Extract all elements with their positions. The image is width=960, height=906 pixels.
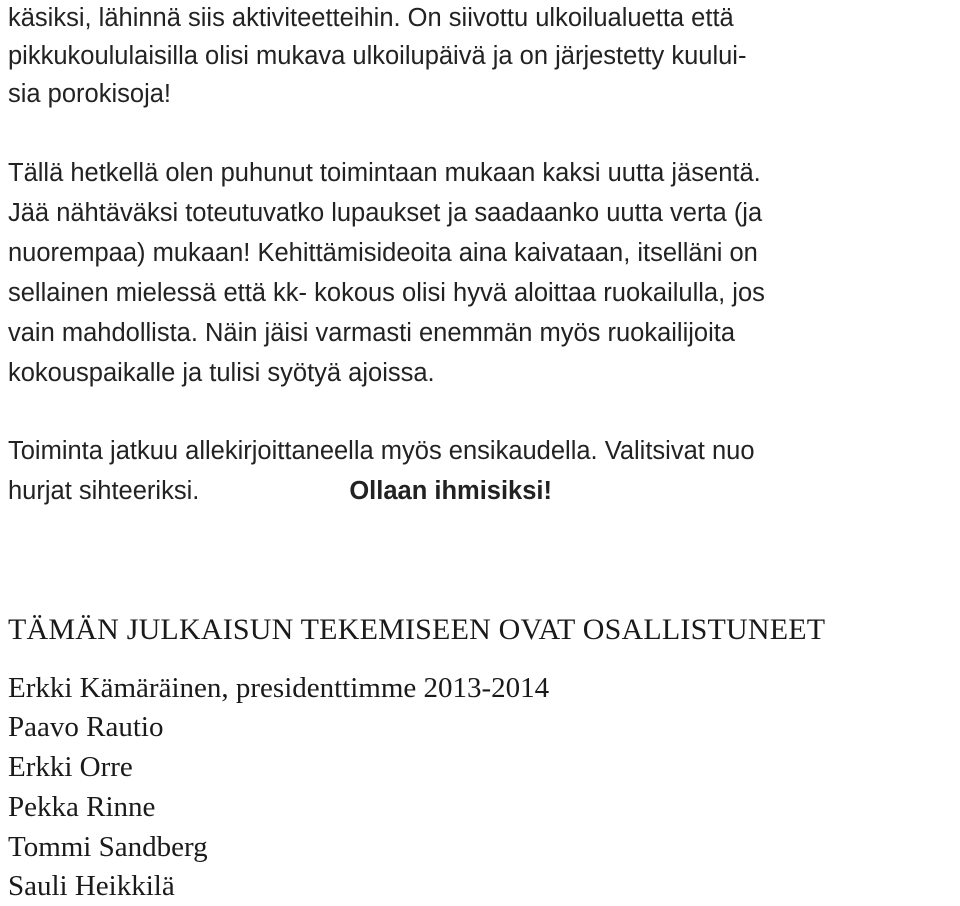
paragraph-1-line-3: sia porokisoja! <box>8 80 171 108</box>
credits-heading: TÄMÄN JULKAISUN TEKEMISEEN OVAT OSALLISTUNEET <box>8 613 826 646</box>
paragraph-3-line-2 <box>8 471 552 511</box>
credits-name: Paavo Rautio <box>8 711 164 743</box>
credits-name: Sauli Heikkilä <box>8 870 175 902</box>
paragraph-1-line-1: käsiksi, lähinnä siis aktiviteetteihin. On siivottu ulkoilualuetta että <box>8 4 734 32</box>
credits-name: Pekka Rinne <box>8 791 156 823</box>
closing-statement: Ollaan ihmisiksi! <box>349 477 552 505</box>
paragraph-2-line-6: kokouspaikalle ja tulisi syötyä ajoissa. <box>8 359 435 387</box>
paragraph-2-line-5: vain mahdollista. Näin jäisi varmasti enemmän myös ruokailijoita <box>8 319 736 347</box>
paragraph-2-line-3: nuorempaa) mukaan! Kehittämisideoita aina kaivataan, itselläni on <box>8 239 758 267</box>
credits-name: Erkki Kämäräinen, presidenttimme 2013-2014 <box>8 672 550 704</box>
paragraph-3-line-2-text: hurjat sihteeriksi. <box>8 477 200 505</box>
credits-name: Tommi Sandberg <box>8 831 208 863</box>
paragraph-1-line-2: pikkukoululaisilla olisi mukava ulkoilupäivä ja on järjestetty kuului- <box>8 42 747 70</box>
paragraph-3-line-1: Toiminta jatkuu allekirjoittaneella myös ensikaudella. Valitsivat nuo <box>8 437 755 465</box>
paragraph-2-line-1: Tällä hetkellä olen puhunut toimintaan mukaan kaksi uutta jäsentä. <box>8 159 761 187</box>
paragraph-2-line-2: Jää nähtäväksi toteutuvatko lupaukset ja saadaanko uutta verta (ja <box>8 199 763 227</box>
paragraph-2-line-4: sellainen mielessä että kk- kokous olisi hyvä aloittaa ruokailulla, jos <box>8 279 765 307</box>
credits-name: Erkki Orre <box>8 751 133 783</box>
